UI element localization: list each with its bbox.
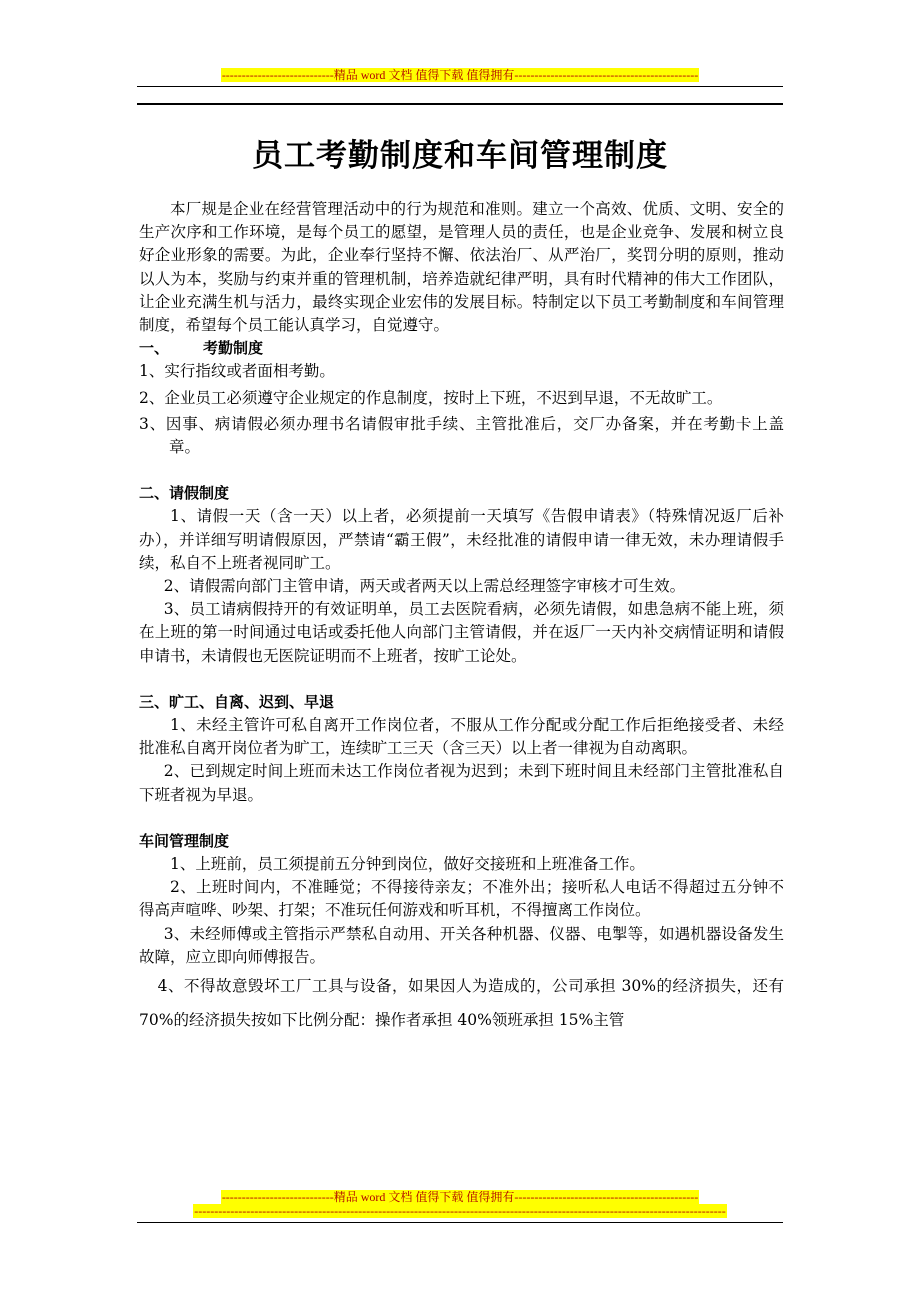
section-2-item-3: 3、员工请病假持开的有效证明单，员工去医院看病，必须先请假，如患急病不能上班，须在上班的第一时间通过电话或委托他人向部门主管请假，并在返厂一天内补交病情证明和请假申请书，未请假也无医院证明而不上班者，按旷工论处。 [139, 600, 784, 665]
footer-banner-dashes [0, 1204, 920, 1219]
spacer [139, 668, 784, 691]
section-3-item-2: 2、已到规定时间上班而未达工作岗位者视为迟到；未到下班时间且未经部门主管批准私自下班者视为早退。 [139, 762, 784, 804]
section-1-item-3: 3、因事、病请假必须办理书名请假审批手续、主管批准后，交厂办备案，并在考勤卡上盖章。 [139, 414, 784, 457]
section-4-item-1: 1、上班前，员工须提前五分钟到岗位，做好交接班和上班准备工作。 [170, 855, 645, 874]
section-2-heading: 二、请假制度 [139, 484, 230, 503]
document-title: 员工考勤制度和车间管理制度 [252, 138, 668, 174]
section-4-item-3: 3、未经师傅或主管指示严禁私自动用、开关各种机器、仪器、电掣等，如遇机器设备发生故障，应立即向师傅报告。 [139, 924, 784, 966]
section-1-heading [139, 337, 784, 360]
section-1-title: 考勤制度 [203, 339, 264, 358]
footer-banner [0, 1188, 920, 1205]
section-4-item-2: 2、上班时间内，不准睡觉；不得接待亲友；不准外出；接听私人电话不得超过五分钟不得高声喧哗、吵架、打架；不准玩任何游戏和听耳机，不得擅离工作岗位。 [139, 878, 784, 920]
section-1-item-2: 2、企业员工必须遵守企业规定的作息制度，按时上下班，不迟到早退，不无故旷工。 [139, 388, 723, 407]
footer-rule [137, 1222, 783, 1223]
footer-banner-text: ----------------------------精品 word 文档 值得下载 值得拥有---------------------------------------------- [221, 1190, 699, 1204]
section-4-heading: 车间管理制度 [139, 831, 230, 850]
section-2-item-1: 1、请假一天（含一天）以上者，必须提前一天填写《告假申请表》（特殊情况返厂后补办），并详细写明请假原因，严禁请“霸王假”，未经批准的请假申请一律无效，未办理请假手续，私自不上班者视同旷工。 [139, 507, 784, 572]
section-3-item-1: 1、未经主管许可私自离开工作岗位者，不服从工作分配或分配工作后拒绝接受者、未经批准私自离开岗位者为旷工，连续旷工三天（含三天）以上者一律视为自动离职。 [139, 716, 784, 758]
header-rule-thin [137, 86, 783, 87]
header-rule-thick [137, 103, 783, 105]
document-body [139, 198, 784, 1037]
section-1-item-1: 1、实行指纹或者面相考勤。 [139, 362, 335, 381]
footer-banner-dashes-text: ------------------------------------------------------------------------------------------------------------------------------------- [194, 1204, 726, 1218]
header-banner-text: ----------------------------精品 word 文档 值得下载 值得拥有---------------------------------------------- [221, 68, 699, 82]
intro-paragraph: 本厂规是企业在经营管理活动中的行为规范和准则。建立一个高效、优质、文明、安全的生产次序和工作环境，是每个员工的愿望，是管理人员的责任，也是企业竞争、发展和树立良好企业形象的需要。为此，企业奉行坚持不懈、依法治厂、从严治厂，奖罚分明的原则，推动以人为本，奖励与约束并重的管理机制，培养造就纪律严明，具有时代精神的伟大工作团队，让企业充满生机与活力，最终实现企业宏伟的发展目标。特制定以下员工考勤制度和车间管理制度，希望每个员工能认真学习，自觉遵守。 [139, 200, 784, 335]
header-banner [0, 66, 920, 83]
spacer [139, 807, 784, 830]
section-3-heading: 三、旷工、自离、迟到、早退 [139, 692, 335, 711]
section-1-number: 一、 [139, 339, 170, 358]
section-4-item-4: 4、不得故意毁坏工厂工具与设备，如果因人为造成的，公司承担 30%的经济损失，还有 70%的经济损失按如下比例分配：操作者承担 40%领班承担 15%主管 [139, 977, 784, 1030]
section-2-item-2: 2、请假需向部门主管申请，两天或者两天以上需总经理签字审核才可生效。 [163, 577, 686, 596]
spacer [139, 459, 784, 482]
